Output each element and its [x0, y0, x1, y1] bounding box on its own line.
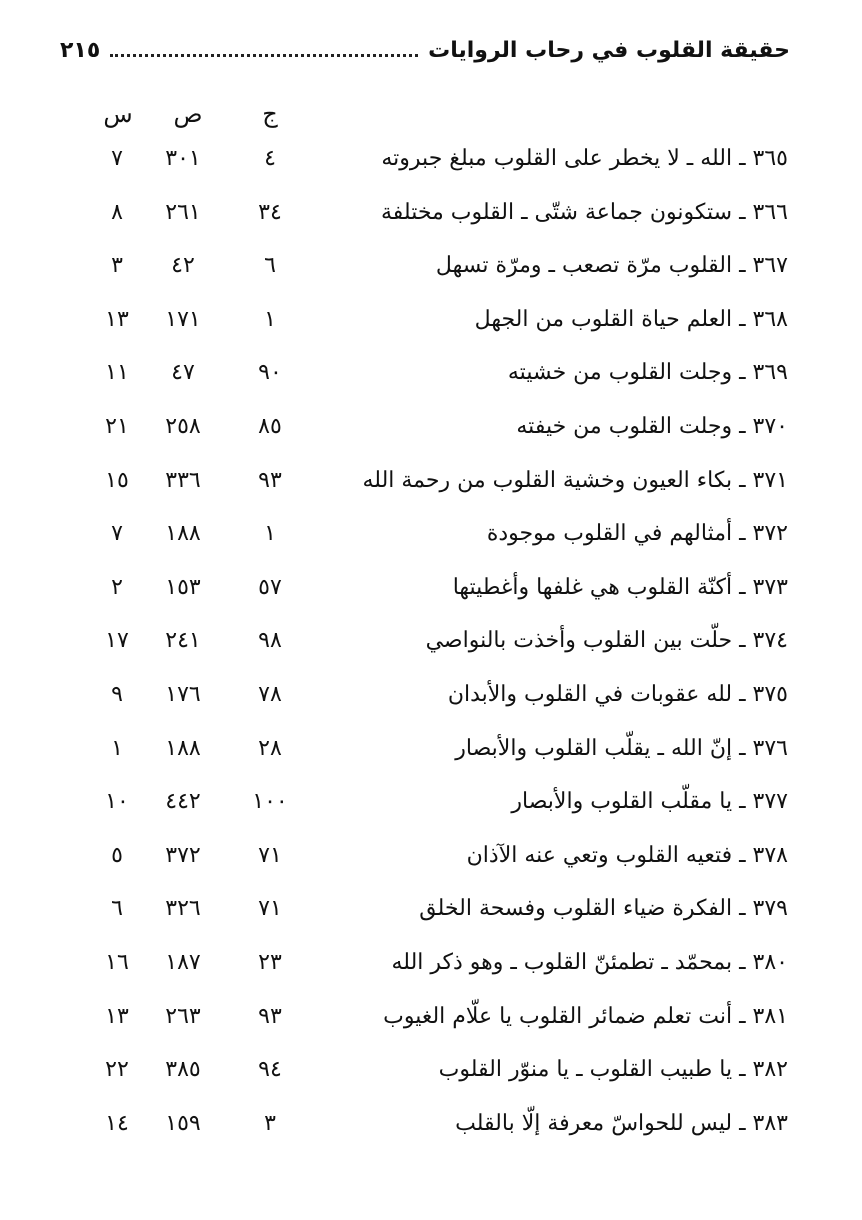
- table-row: [0, 454, 862, 508]
- entry-j: ٩٠: [258, 360, 282, 386]
- entry-s: ٤٧: [171, 360, 195, 386]
- index-table: [0, 132, 862, 1150]
- entry-j: ٢٨: [258, 735, 282, 761]
- entry-j: ٧١: [258, 896, 282, 922]
- column-header-j: ج: [262, 100, 278, 128]
- table-row: [0, 132, 862, 186]
- table-row: [0, 990, 862, 1044]
- table-row: [0, 829, 862, 883]
- entry-ss: ١٣: [105, 1003, 129, 1029]
- table-row: [0, 936, 862, 990]
- entry-j: ١٠٠: [252, 789, 288, 815]
- entry-s: ١٨٨: [165, 521, 201, 547]
- entry-ss: ١٦: [105, 949, 129, 975]
- entry-s: ١٧٦: [165, 681, 201, 707]
- entry-s: ٣٧٢: [165, 842, 201, 868]
- entry-j: ٣: [264, 1110, 276, 1136]
- entry-ss: ١٤: [105, 1110, 129, 1136]
- entry-title: ٣٦٥ ـ الله ـ لا يخطر على القلوب مبلغ جبروته: [381, 146, 788, 171]
- entry-j: ٣٤: [258, 199, 282, 225]
- entry-j: ٨٥: [258, 413, 282, 439]
- entry-s: ٢٥٨: [165, 413, 201, 439]
- entry-ss: ٣: [111, 253, 123, 279]
- entry-j: ٩٣: [258, 467, 282, 493]
- entry-title: ٣٧٦ ـ إنّ الله ـ يقلّب القلوب والأبصار: [455, 735, 788, 761]
- table-row: [0, 722, 862, 776]
- table-row: [0, 186, 862, 240]
- entry-ss: ٢: [111, 574, 123, 600]
- entry-title: ٣٧٠ ـ وجلت القلوب من خيفته: [516, 413, 788, 439]
- entry-s: ٢٦١: [165, 199, 201, 225]
- entry-s: ٢٤١: [165, 628, 201, 654]
- column-header-s: ص: [173, 100, 203, 128]
- entry-ss: ٢١: [105, 413, 129, 439]
- entry-title: ٣٧٥ ـ لله عقوبات في القلوب والأبدان: [447, 681, 788, 707]
- entry-ss: ٨: [111, 199, 123, 225]
- entry-ss: ١١: [105, 360, 129, 386]
- page-number: ٢١٥: [60, 37, 101, 63]
- table-row: [0, 668, 862, 722]
- entry-title: ٣٧٣ ـ أكنّة القلوب هي غلفها وأغطيتها: [452, 574, 788, 600]
- entry-ss: ١٥: [105, 467, 129, 493]
- entry-ss: ١: [111, 735, 123, 761]
- column-headers: [0, 100, 862, 130]
- entry-s: ١٥٩: [165, 1110, 201, 1136]
- entry-ss: ٧: [111, 521, 123, 547]
- entry-title: ٣٦٦ ـ ستكونون جماعة شتّى ـ القلوب مختلفة: [380, 199, 788, 225]
- entry-title: ٣٨٣ ـ ليس للحواسّ معرفة إلّا بالقلب: [455, 1110, 788, 1136]
- entry-s: ٤٢: [171, 253, 195, 279]
- entry-j: ٢٣: [258, 949, 282, 975]
- table-row: [0, 1097, 862, 1151]
- entry-title: ٣٧٢ ـ أمثالهم في القلوب موجودة: [486, 521, 788, 547]
- table-row: [0, 507, 862, 561]
- entry-s: ١٨٧: [165, 949, 201, 975]
- leader-dots: [110, 54, 418, 57]
- table-row: [0, 293, 862, 347]
- entry-ss: ٥: [111, 842, 123, 868]
- entry-title: ٣٨١ ـ أنت تعلم ضمائر القلوب يا علّام الغيوب: [383, 1003, 788, 1029]
- entry-s: ١٧١: [165, 306, 201, 332]
- entry-s: ٢٦٣: [165, 1003, 201, 1029]
- entry-title: ٣٦٧ ـ القلوب مرّة تصعب ـ ومرّة تسهل: [435, 253, 788, 279]
- entry-ss: ٦: [111, 896, 123, 922]
- entry-title: ٣٧٤ ـ حلّت بين القلوب وأخذت بالنواصي: [425, 628, 788, 654]
- entry-s: ٤٤٢: [165, 789, 201, 815]
- entry-title: ٣٧١ ـ بكاء العيون وخشية القلوب من رحمة الله: [362, 467, 788, 493]
- running-title: حقيقة القلوب في رحاب الروايات: [428, 37, 790, 63]
- table-row: [0, 882, 862, 936]
- table-row: [0, 346, 862, 400]
- entry-s: ١٨٨: [165, 735, 201, 761]
- table-row: [0, 561, 862, 615]
- running-header: [60, 30, 790, 70]
- entry-title: ٣٧٩ ـ الفكرة ضياء القلوب وفسحة الخلق: [419, 896, 788, 922]
- table-row: [0, 400, 862, 454]
- entry-title: ٣٨٠ ـ بمحمّد ـ تطمئنّ القلوب ـ وهو ذكر الله: [391, 949, 788, 975]
- entry-title: ٣٨٢ ـ يا طبيب القلوب ـ يا منوّر القلوب: [438, 1057, 788, 1083]
- entry-s: ٣٨٥: [165, 1057, 201, 1083]
- entry-j: ٦: [264, 253, 276, 279]
- entry-j: ٥٧: [258, 574, 282, 600]
- entry-j: ٤: [264, 146, 276, 171]
- entry-s: ١٥٣: [165, 574, 201, 600]
- entry-s: ٣٠١: [165, 146, 201, 171]
- table-row: [0, 775, 862, 829]
- entry-ss: ٢٢: [105, 1057, 129, 1083]
- entry-title: ٣٦٩ ـ وجلت القلوب من خشيته: [507, 360, 788, 386]
- entry-j: ١: [264, 306, 276, 332]
- entry-title: ٣٧٧ ـ يا مقلّب القلوب والأبصار: [511, 789, 788, 815]
- entry-ss: ٩: [111, 681, 123, 707]
- table-row: [0, 1043, 862, 1097]
- entry-j: ١: [264, 521, 276, 547]
- entry-s: ٣٣٦: [165, 467, 201, 493]
- entry-title: ٣٦٨ ـ العلم حياة القلوب من الجهل: [474, 306, 788, 332]
- entry-ss: ١٣: [105, 306, 129, 332]
- table-row: [0, 239, 862, 293]
- column-header-ss: س: [103, 100, 133, 128]
- entry-title: ٣٧٨ ـ فتعيه القلوب وتعي عنه الآذان: [466, 842, 788, 868]
- entry-ss: ١٠: [105, 789, 129, 815]
- entry-s: ٣٢٦: [165, 896, 201, 922]
- entry-j: ٩٣: [258, 1003, 282, 1029]
- entry-ss: ٧: [111, 146, 123, 171]
- entry-j: ٩٤: [258, 1057, 282, 1083]
- table-row: [0, 614, 862, 668]
- entry-j: ٩٨: [258, 628, 282, 654]
- entry-ss: ١٧: [105, 628, 129, 654]
- entry-j: ٧١: [258, 842, 282, 868]
- entry-j: ٧٨: [258, 681, 282, 707]
